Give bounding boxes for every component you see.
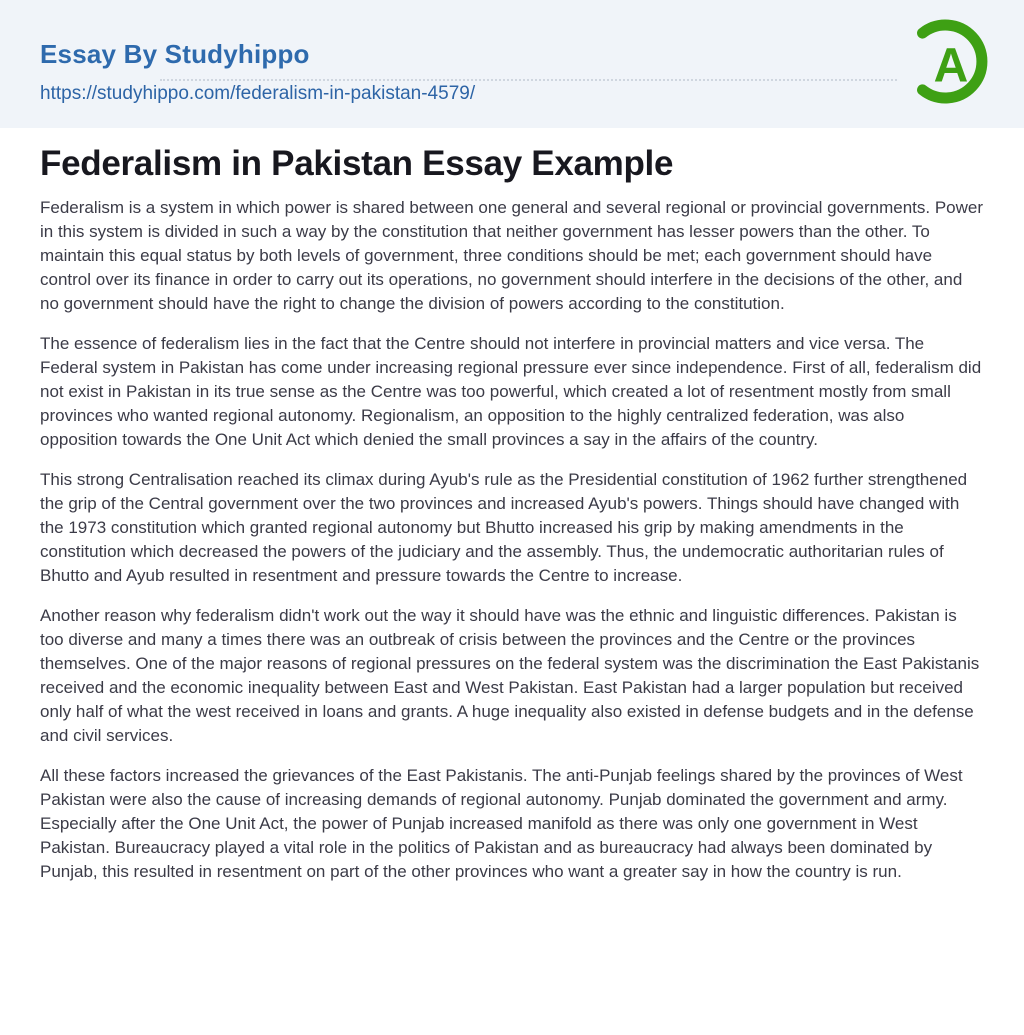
essay-paragraph: The essence of federalism lies in the fact that the Centre should not interfere in provincial matters and vice versa. The Federal system in Pakistan has come under increasing regional pressure ever since independence. First of all, federalism did not exist in Pakistan in its true sense as the Centre was too powerful, which created a lot of resentment mostly from small provinces who wanted regional autonomy. Regionalism, an opposition to the highly centralized federation, was also opposition towards the One Unit Act which denied the small provinces a say in the affairs of the country.: [40, 334, 982, 449]
essay-paragraph: Another reason why federalism didn't work out the way it should have was the ethnic and linguistic differences. Pakistan is too diverse and many a times there was an outbreak of crisis between the provinces and the Centre or the provinces themselves. One of the major reasons of regional pressures on the federal system was the discrimination the East Pakistanis received and the economic inequality between East and West Pakistan. East Pakistan had a larger population but received only half of what the west received in loans and grants. A huge inequality also existed in defense budgets and in the defense and civil services.: [40, 606, 980, 745]
logo-letter: A: [933, 39, 969, 93]
site-title: Essay By Studyhippo: [40, 39, 310, 69]
article-body: [0, 128, 1024, 884]
source-url-link[interactable]: https://studyhippo.com/federalism-in-pakistan-4579/: [40, 83, 476, 104]
article-title: Federalism in Pakistan Essay Example: [40, 144, 674, 183]
page-header: [0, 0, 1024, 128]
dotted-divider: [160, 79, 897, 81]
essay-paragraph: Federalism is a system in which power is shared between one general and several regional or provincial governments. Power in this system is divided in such a way by the constitution that neither government has lesser powers than the other. To maintain this equal status by both levels of government, three conditions should be met; each government should have control over its finance in order to carry out its operations, no government should interfere in the decisions of the other, and no government should have the right to change the division of powers according to the constitution.: [40, 198, 984, 313]
essay-paragraph: All these factors increased the grievances of the East Pakistanis. The anti-Punjab feelings shared by the provinces of West Pakistan were also the cause of increasing demands of regional autonomy. Punjab dominated the government and army. Especially after the One Unit Act, the power of Punjab increased manifold as there was only one government in West Pakistan. Bureaucracy played a vital role in the politics of Pakistan and as bureaucracy had always been dominated by Punjab, this resulted in resentment on part of the other provinces who want a greater say in how the country is run.: [40, 766, 963, 881]
essay-paragraph: This strong Centralisation reached its climax during Ayub's rule as the Presidential constitution of 1962 further strengthened the grip of the Central government over the two provinces and increased Ayub's powers. Things should have changed with the 1973 constitution which granted regional autonomy but Bhutto increased his grip by making amendments in the constitution which decreased the powers of the judiciary and the assembly. Thus, the undemocratic authoritarian rules of Bhutto and Ayub resulted in resentment and pressure towards the Centre to increase.: [40, 470, 968, 585]
studyhippo-logo: [901, 19, 991, 109]
